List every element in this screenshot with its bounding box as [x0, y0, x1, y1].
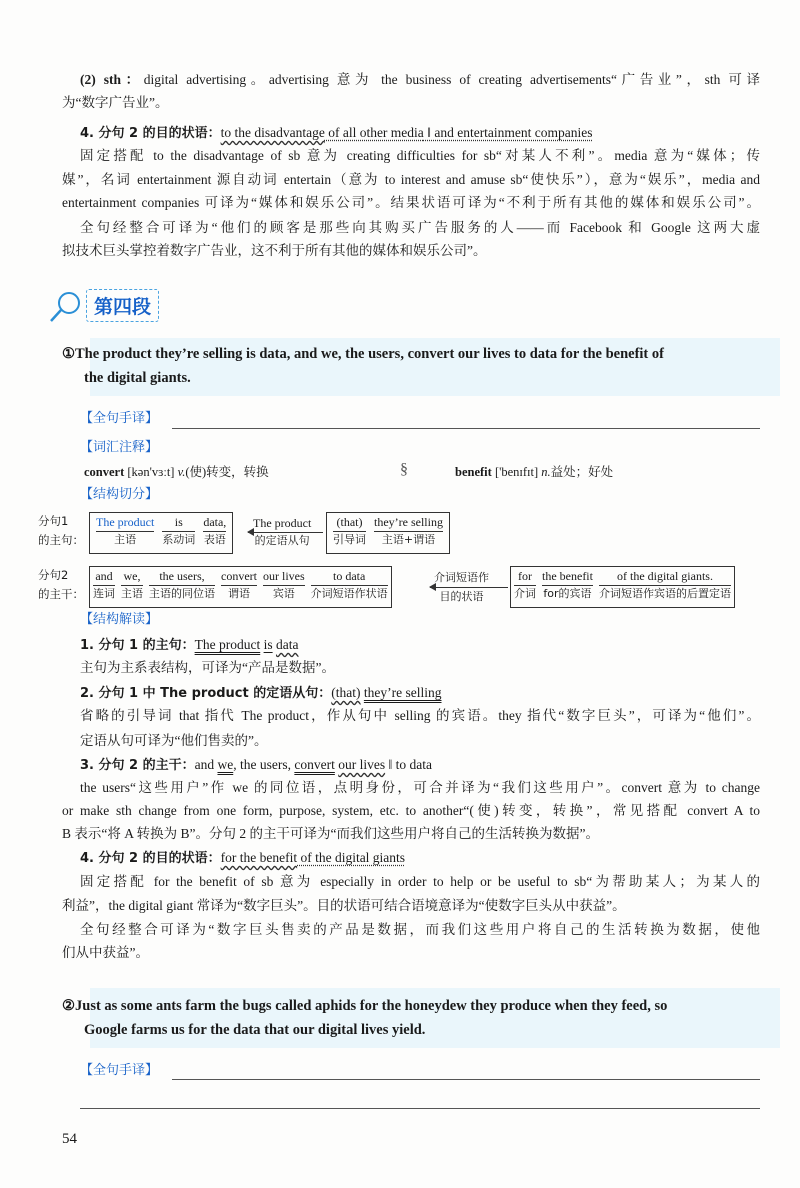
cell-word: convert: [221, 568, 257, 586]
translation-input-line[interactable]: [80, 1108, 760, 1109]
clause-2-label: [38, 566, 84, 604]
link-line: 介词短语作: [434, 571, 489, 584]
analysis-heading-2: [80, 683, 760, 704]
cell-role: 介词短语作宾语的后置定语: [598, 587, 731, 600]
paragraph-line: 定语从句可译为“他们售卖的”。: [80, 733, 268, 748]
clause-2-adv-box: [510, 566, 735, 608]
label-line: 分句1: [38, 514, 69, 528]
heading-label: 3. 分句 2 的主干：: [80, 758, 195, 773]
phrase: (that): [331, 685, 361, 700]
cell-word: our lives: [263, 568, 305, 586]
phrase: , the users,: [233, 757, 295, 772]
split-label: 【结构切分】: [80, 487, 159, 502]
phrase: and: [194, 757, 218, 772]
label-line: 的主干：: [38, 587, 84, 601]
phrase: they’re selling: [363, 685, 442, 700]
cell-role: 介词: [514, 587, 536, 600]
paragraph-line: 全句经整合可译为“他们的顾客是那些向其购买广告服务的人——而 Facebook 和 Google 这两大虚: [80, 220, 760, 235]
vocab-pos: v.: [177, 465, 186, 479]
label-line: 分句2: [38, 568, 69, 582]
vocab-meaning: 益处；好处: [550, 465, 614, 479]
cell-role: 连词: [93, 587, 115, 600]
section-title: 第四段: [86, 289, 159, 322]
cell-word: data,: [203, 514, 226, 532]
cell-role: 主语+谓语: [381, 533, 436, 546]
sentence-1-line: ①The product they’re selling is data, and we, the users, convert our lives to data for the benefit of: [62, 346, 664, 362]
cell-word: to data: [311, 568, 388, 586]
sentence-1: [62, 342, 786, 390]
split-cell: [96, 514, 154, 552]
heading-label: 2. 分句 1 中 The product 的定语从句：: [80, 686, 332, 701]
split-cell: [311, 568, 388, 606]
page-number: 54: [62, 1131, 77, 1147]
split-cell: [203, 514, 226, 552]
clause-1-attr-box: [326, 512, 450, 554]
translate-label: 【全句手译】: [80, 1063, 159, 1078]
phrase: of all other media: [324, 125, 424, 140]
translation-input-line[interactable]: [172, 1079, 760, 1080]
item-label: (2) sth：: [80, 72, 144, 87]
cell-word: and: [93, 568, 115, 586]
heading-4: [80, 123, 760, 144]
phrase: we: [217, 757, 234, 772]
vocab-item: [84, 464, 269, 480]
phrase: our lives: [338, 757, 386, 772]
paragraph-line: 省略的引导词 that 指代 The product，作从句中 selling 的宾语。they 指代“数字巨头”，可译为“他们”。: [80, 708, 760, 723]
phrase: ‖ and entertainment companies: [423, 125, 593, 140]
paragraph-line: 主句为主系表结构，可译为“产品是数据”。: [80, 660, 335, 675]
split-cell: [374, 514, 443, 552]
arrow-icon: [430, 587, 508, 588]
paragraph-line: 们从中获益”。: [62, 945, 149, 960]
vocab-item: [455, 464, 613, 480]
paragraph-line: 固定搭配 to the disadvantage of sb 意为 creating difficulties for sb“对某人不利”。media 意为“媒体；传: [80, 148, 760, 163]
analysis-heading-1: [80, 635, 760, 656]
paragraph-line: 利益”，the digital giant 常译为“数字巨头”。目的状语可结合语境意译为“使数字巨头从中获益”。: [62, 898, 626, 913]
link-line: The product: [253, 516, 312, 530]
vocab-ipa: [kən'vɜːt]: [127, 465, 175, 479]
split-cell: [263, 568, 305, 606]
split-cell: [333, 514, 366, 552]
phrase: to the disadvantage: [220, 125, 325, 140]
cell-word: the benefit: [542, 568, 593, 586]
cell-role: 谓语: [227, 587, 250, 600]
vocab-ipa: ['benɪfɪt]: [494, 465, 539, 479]
split-cell: [93, 568, 115, 606]
split-cell: [221, 568, 257, 606]
paragraph-line: or make sth change from one form, purpose, system, etc. to another“(使)转变，转换”，常见搭配 convert A to: [62, 803, 760, 818]
paragraph-line: 媒”，名词 entertainment 源自动词 entertain（意为 to interest and amuse sb“使快乐”），意为“娱乐”，media and: [62, 172, 760, 187]
heading-label: 4. 分句 2 的目的状语：: [80, 126, 221, 141]
paragraph-line: the users“这些用户”作 we 的同位语，点明身份，可合并译为“我们这些用户”。convert 意为 to change: [80, 780, 760, 795]
split-cell: [599, 568, 731, 606]
paragraph-line: 拟技术巨头掌控着数字广告业，这不利于所有其他的媒体和娱乐公司”。: [62, 243, 487, 258]
cell-role: 表语: [203, 533, 226, 546]
analysis-heading-3: [80, 755, 760, 776]
split-cell: [149, 568, 215, 606]
split-cell: [514, 568, 536, 606]
verb: is: [263, 637, 273, 652]
cell-role: 主语: [114, 533, 137, 546]
analysis-heading-4: [80, 848, 760, 869]
sentence-1-line: the digital giants.: [84, 370, 191, 386]
clause-1-label: [38, 512, 84, 550]
cell-role: 引导词: [333, 533, 366, 546]
link-line: 目的状语: [439, 590, 484, 603]
text: digital advertising。advertising 意为 the business of creating advertisements“广告业”，sth 可译: [143, 72, 760, 87]
heading-label: 1. 分句 1 的主句：: [80, 638, 195, 653]
phrase: convert: [294, 757, 335, 772]
clause-1-main-box: [89, 512, 233, 554]
split-cell: [121, 568, 143, 606]
cell-word: The product: [96, 514, 154, 532]
phrase: ‖ to data: [385, 757, 432, 772]
predicative: data: [275, 637, 299, 652]
cell-word: (that): [333, 514, 366, 532]
cell-role: 主语: [121, 587, 143, 600]
sentence-2: [62, 994, 786, 1042]
label-line: 的主句：: [38, 533, 84, 547]
prev-line: 为“数字广告业”。: [62, 95, 169, 110]
cell-role: for的宾语: [543, 587, 592, 600]
translation-input-line[interactable]: [172, 428, 760, 429]
cell-role: 宾语: [272, 587, 295, 600]
vocab-word: convert: [84, 465, 125, 479]
analysis-label: 【结构解读】: [80, 612, 159, 627]
translate-label: 【全句手译】: [80, 411, 159, 426]
link-line: 的定语从句: [254, 534, 310, 547]
cell-role: 主语的同位语: [149, 587, 215, 600]
sentence-2-line: ②Just as some ants farm the bugs called aphids for the honeydew they produce when they feed, so: [62, 998, 668, 1014]
vocab-meaning: (使)转变，转换: [185, 465, 269, 479]
subject: The product: [194, 637, 261, 652]
cell-role: 系动词: [162, 533, 196, 546]
paragraph-line: 全句经整合可译为“数字巨头售卖的产品是数据，而我们这些用户将自己的生活转换为数据，使他: [80, 922, 760, 937]
vocab-pos: n.: [541, 465, 551, 479]
heading-label: 4. 分句 2 的目的状语：: [80, 851, 221, 866]
cell-word: they’re selling: [374, 514, 443, 532]
split-cell: [162, 514, 195, 552]
phrase: for the benefit: [220, 850, 298, 865]
split-cell: [542, 568, 593, 606]
paragraph-line: B 表示“将 A 转换为 B”。分句 2 的主干可译为“而我们这些用户将自己的生活转换为数据”。: [62, 826, 599, 841]
cell-word: for: [514, 568, 536, 586]
vocab-word: benefit: [455, 465, 492, 479]
vocab-label: 【词汇注释】: [80, 440, 159, 455]
cell-word: is: [162, 514, 195, 532]
magnifier-icon: [48, 290, 82, 324]
cell-word: we,: [121, 568, 143, 586]
separator-icon: §: [400, 461, 408, 478]
cell-word: of the digital giants.: [599, 568, 731, 586]
paragraph-line: 固定搭配 for the benefit of sb 意为 especially in order to help or be useful to sb“为帮助某人；为某人的: [80, 874, 760, 889]
sentence-2-line: Google farms us for the data that our digital lives yield.: [84, 1022, 426, 1038]
cell-word: the users,: [149, 568, 215, 586]
cell-role: 介词短语作状语: [310, 587, 388, 600]
arrow-icon: [248, 532, 323, 533]
clause-2-main-box: [89, 566, 392, 608]
phrase: of the digital giants: [297, 850, 406, 865]
prev-line: [80, 70, 760, 90]
paragraph-line: entertainment companies 可译为“媒体和娱乐公司”。结果状语可译为“不利于所有其他的媒体和娱乐公司”。: [62, 195, 760, 210]
